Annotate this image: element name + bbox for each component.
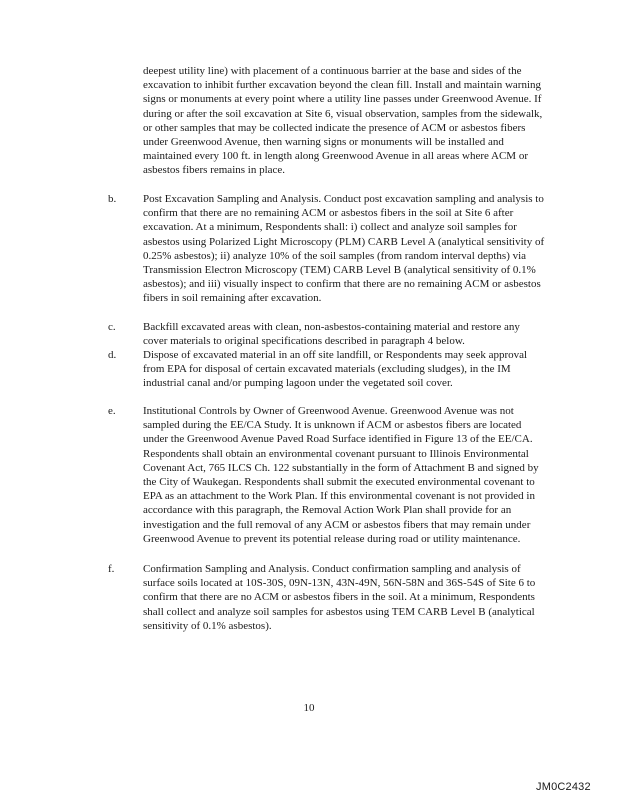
- item-text: Backfill excavated areas with clean, non-asbestos-containing material and restore any cover materials to original specifications described in paragraph 4 below.: [143, 321, 520, 348]
- item-text: Post Excavation Sampling and Analysis. Conduct post excavation sampling and analysis to confirm that there are no remaining ACM or asbestos fibers in the soil at Site 6 after excavation. At a minimum, Respondents shall: i) collect and analyze soil samples for asbestos using Polarized Light Microscopy (PLM) CARB Level A (analytical sensitivity of 0.25% asbestos); ii) analyze 10% of the soil samples (from random interval depths) via Transmission Electron Microscopy (TEM) CARB Level B (analytical sensitivity of 0.1% asbestos); and iii) visually inspect to confirm that there are no remaining ACM or asbestos fibers in soil remaining after excavation.: [143, 193, 545, 305]
- item-text: Confirmation Sampling and Analysis. Conduct confirmation sampling and analysis of surface soils located at 10S-30S, 09N-13N, 43N-49N, 56N-58N and 36S-54S of Site 6 to confirm that there are no ACM or asbestos fibers in the soil. At a minimum, Respondents shall collect and analyze soil samples for asbestos using TEM CARB Level B (analytical sensitivity of 0.1% asbestos).: [143, 563, 536, 632]
- document-id-stamp: JM0C2432: [536, 781, 591, 793]
- item-text: Institutional Controls by Owner of Greenwood Avenue. Greenwood Avenue was not sampled during the EE/CA Study. It is unknown if ACM or asbestos fibers are located under the Greenwood Avenue Paved Road Surface identified in Figure 13 of the EE/CA. Respondents shall obtain an environmental covenant pursuant to Illinois Environmental Covenant Act, 765 ILCS Ch. 122 substantially in the form of Attachment B and signed by the City of Waukegan. Respondents shall submit the executed environmental covenant to EPA as an attachment to the Work Plan. If this environmental covenant is not provided in accordance with this paragraph, the Removal Action Work Plan shall provide for an investigation and the full removal of any ACM or asbestos fibers that may remain under Greenwood Avenue to prevent its potential release during road or utility maintenance.: [143, 405, 539, 545]
- item-label: f.: [108, 563, 115, 575]
- item-label: d.: [108, 349, 117, 361]
- item-text: Dispose of excavated material in an off site landfill, or Respondents may seek approval from EPA for disposal of certain excavated materials (excluding sludges), in the IM industrial canal and/or pumping lagoon under the vegetated soil cover.: [143, 349, 528, 390]
- item-label: e.: [108, 405, 116, 417]
- page-number: 10: [303, 702, 315, 714]
- item-label: c.: [108, 321, 116, 333]
- continuation-paragraph: deepest utility line) with placement of a continuous barrier at the base and sides of the excavation to inhibit further excavation beyond the clean fill. Install and maintain warning signs or monuments at every point where a utility line passes under Greenwood Avenue. If during or after the soil excavation at Site 6, visual observation, samples from the sidewalk, or other samples that may be collected indicate the presence of ACM or asbestos fibers under Greenwood Avenue, then warning signs or monuments will be installed and maintained every 100 ft. in length along Greenwood Avenue in all areas where ACM or asbestos fibers remains in place.: [143, 65, 543, 177]
- item-label: b.: [108, 193, 117, 205]
